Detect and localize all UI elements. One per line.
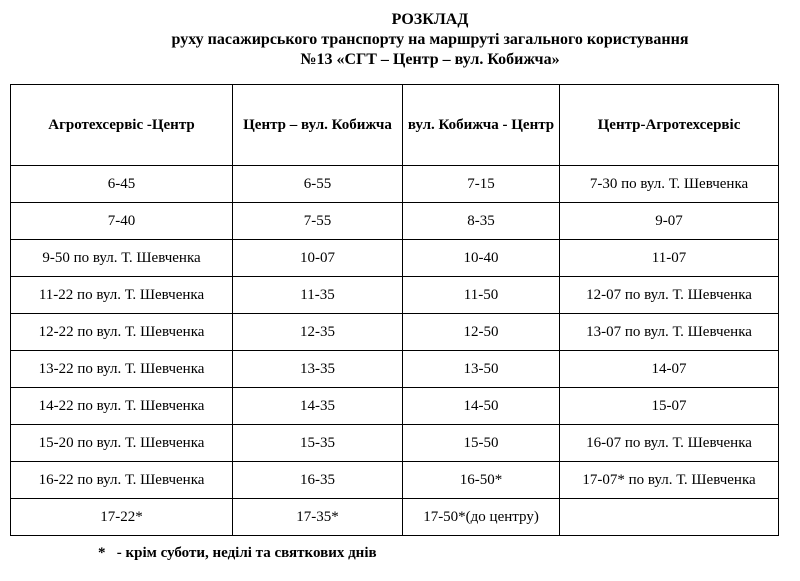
column-header-label: вул. Кобижча xyxy=(301,116,392,133)
table-cell: 6-55 xyxy=(233,166,403,203)
table-cell: 11-07 xyxy=(560,240,779,277)
column-header-kobyzhcha-center xyxy=(403,85,560,166)
column-header-label: Центр – xyxy=(243,116,298,133)
table-cell xyxy=(560,499,779,536)
table-cell: 14-07 xyxy=(560,351,779,388)
table-cell: 16-50* xyxy=(403,462,560,499)
table-cell: 15-50 xyxy=(403,425,560,462)
column-header-label: - Центр xyxy=(502,116,555,133)
schedule-subtitle: руху пасажирського транспорту на маршруті загального користування xyxy=(171,31,689,48)
schedule-title: РОЗКЛАД xyxy=(391,11,469,28)
footnote: * - крім суботи, неділі та святкових днів xyxy=(98,545,377,561)
table-cell: 11-35 xyxy=(233,277,403,314)
table-cell: 12-50 xyxy=(403,314,560,351)
table-cell: 6-45 xyxy=(11,166,233,203)
column-header-agrotekhservis-center xyxy=(11,85,233,166)
table-cell: 12-07 по вул. Т. Шевченка xyxy=(560,277,779,314)
table-cell: 13-50 xyxy=(403,351,560,388)
table-row xyxy=(11,314,779,351)
table-cell: 14-22 по вул. Т. Шевченка xyxy=(11,388,233,425)
table-cell: 9-50 по вул. Т. Шевченка xyxy=(11,240,233,277)
table-row xyxy=(11,277,779,314)
table-cell: 16-07 по вул. Т. Шевченка xyxy=(560,425,779,462)
table-row xyxy=(11,351,779,388)
table-cell: 7-30 по вул. Т. Шевченка xyxy=(560,166,779,203)
table-cell: 15-07 xyxy=(560,388,779,425)
table-row xyxy=(11,388,779,425)
schedule-header xyxy=(0,10,800,70)
table-header-row xyxy=(11,85,779,166)
table-cell: 15-20 по вул. Т. Шевченка xyxy=(11,425,233,462)
table-cell: 17-50*(до центру) xyxy=(403,499,560,536)
table-cell: 13-07 по вул. Т. Шевченка xyxy=(560,314,779,351)
table-cell: 8-35 xyxy=(403,203,560,240)
table-cell: 13-35 xyxy=(233,351,403,388)
table-cell: 12-35 xyxy=(233,314,403,351)
table-cell: 14-35 xyxy=(233,388,403,425)
table-cell: 11-50 xyxy=(403,277,560,314)
schedule-table xyxy=(10,84,779,536)
table-cell: 9-07 xyxy=(560,203,779,240)
column-header-center-kobyzhcha xyxy=(233,85,403,166)
table-cell: 7-15 xyxy=(403,166,560,203)
table-cell: 10-40 xyxy=(403,240,560,277)
table-cell: 10-07 xyxy=(233,240,403,277)
table-cell: 7-55 xyxy=(233,203,403,240)
route-name: №13 «СГТ – Центр – вул. Кобижча» xyxy=(300,51,560,68)
schedule-body xyxy=(11,166,779,536)
table-cell: 17-07* по вул. Т. Шевченка xyxy=(560,462,779,499)
column-header-label: вул. Кобижча xyxy=(407,116,499,133)
table-cell: 7-40 xyxy=(11,203,233,240)
table-cell: 15-35 xyxy=(233,425,403,462)
table-cell: 13-22 по вул. Т. Шевченка xyxy=(11,351,233,388)
table-cell: 12-22 по вул. Т. Шевченка xyxy=(11,314,233,351)
table-row xyxy=(11,240,779,277)
table-row xyxy=(11,166,779,203)
table-row xyxy=(11,499,779,536)
table-cell: 14-50 xyxy=(403,388,560,425)
table-row xyxy=(11,203,779,240)
column-header-label: Агротехсервіс -Центр xyxy=(48,116,195,133)
table-cell: 16-22 по вул. Т. Шевченка xyxy=(11,462,233,499)
table-cell: 17-35* xyxy=(233,499,403,536)
table-cell: 17-22* xyxy=(11,499,233,536)
column-header-center-agrotekhservis xyxy=(560,85,779,166)
table-cell: 11-22 по вул. Т. Шевченка xyxy=(11,277,233,314)
table-cell: 16-35 xyxy=(233,462,403,499)
column-header-label: Центр-Агротехсервіс xyxy=(597,116,741,133)
table-row xyxy=(11,462,779,499)
table-row xyxy=(11,425,779,462)
